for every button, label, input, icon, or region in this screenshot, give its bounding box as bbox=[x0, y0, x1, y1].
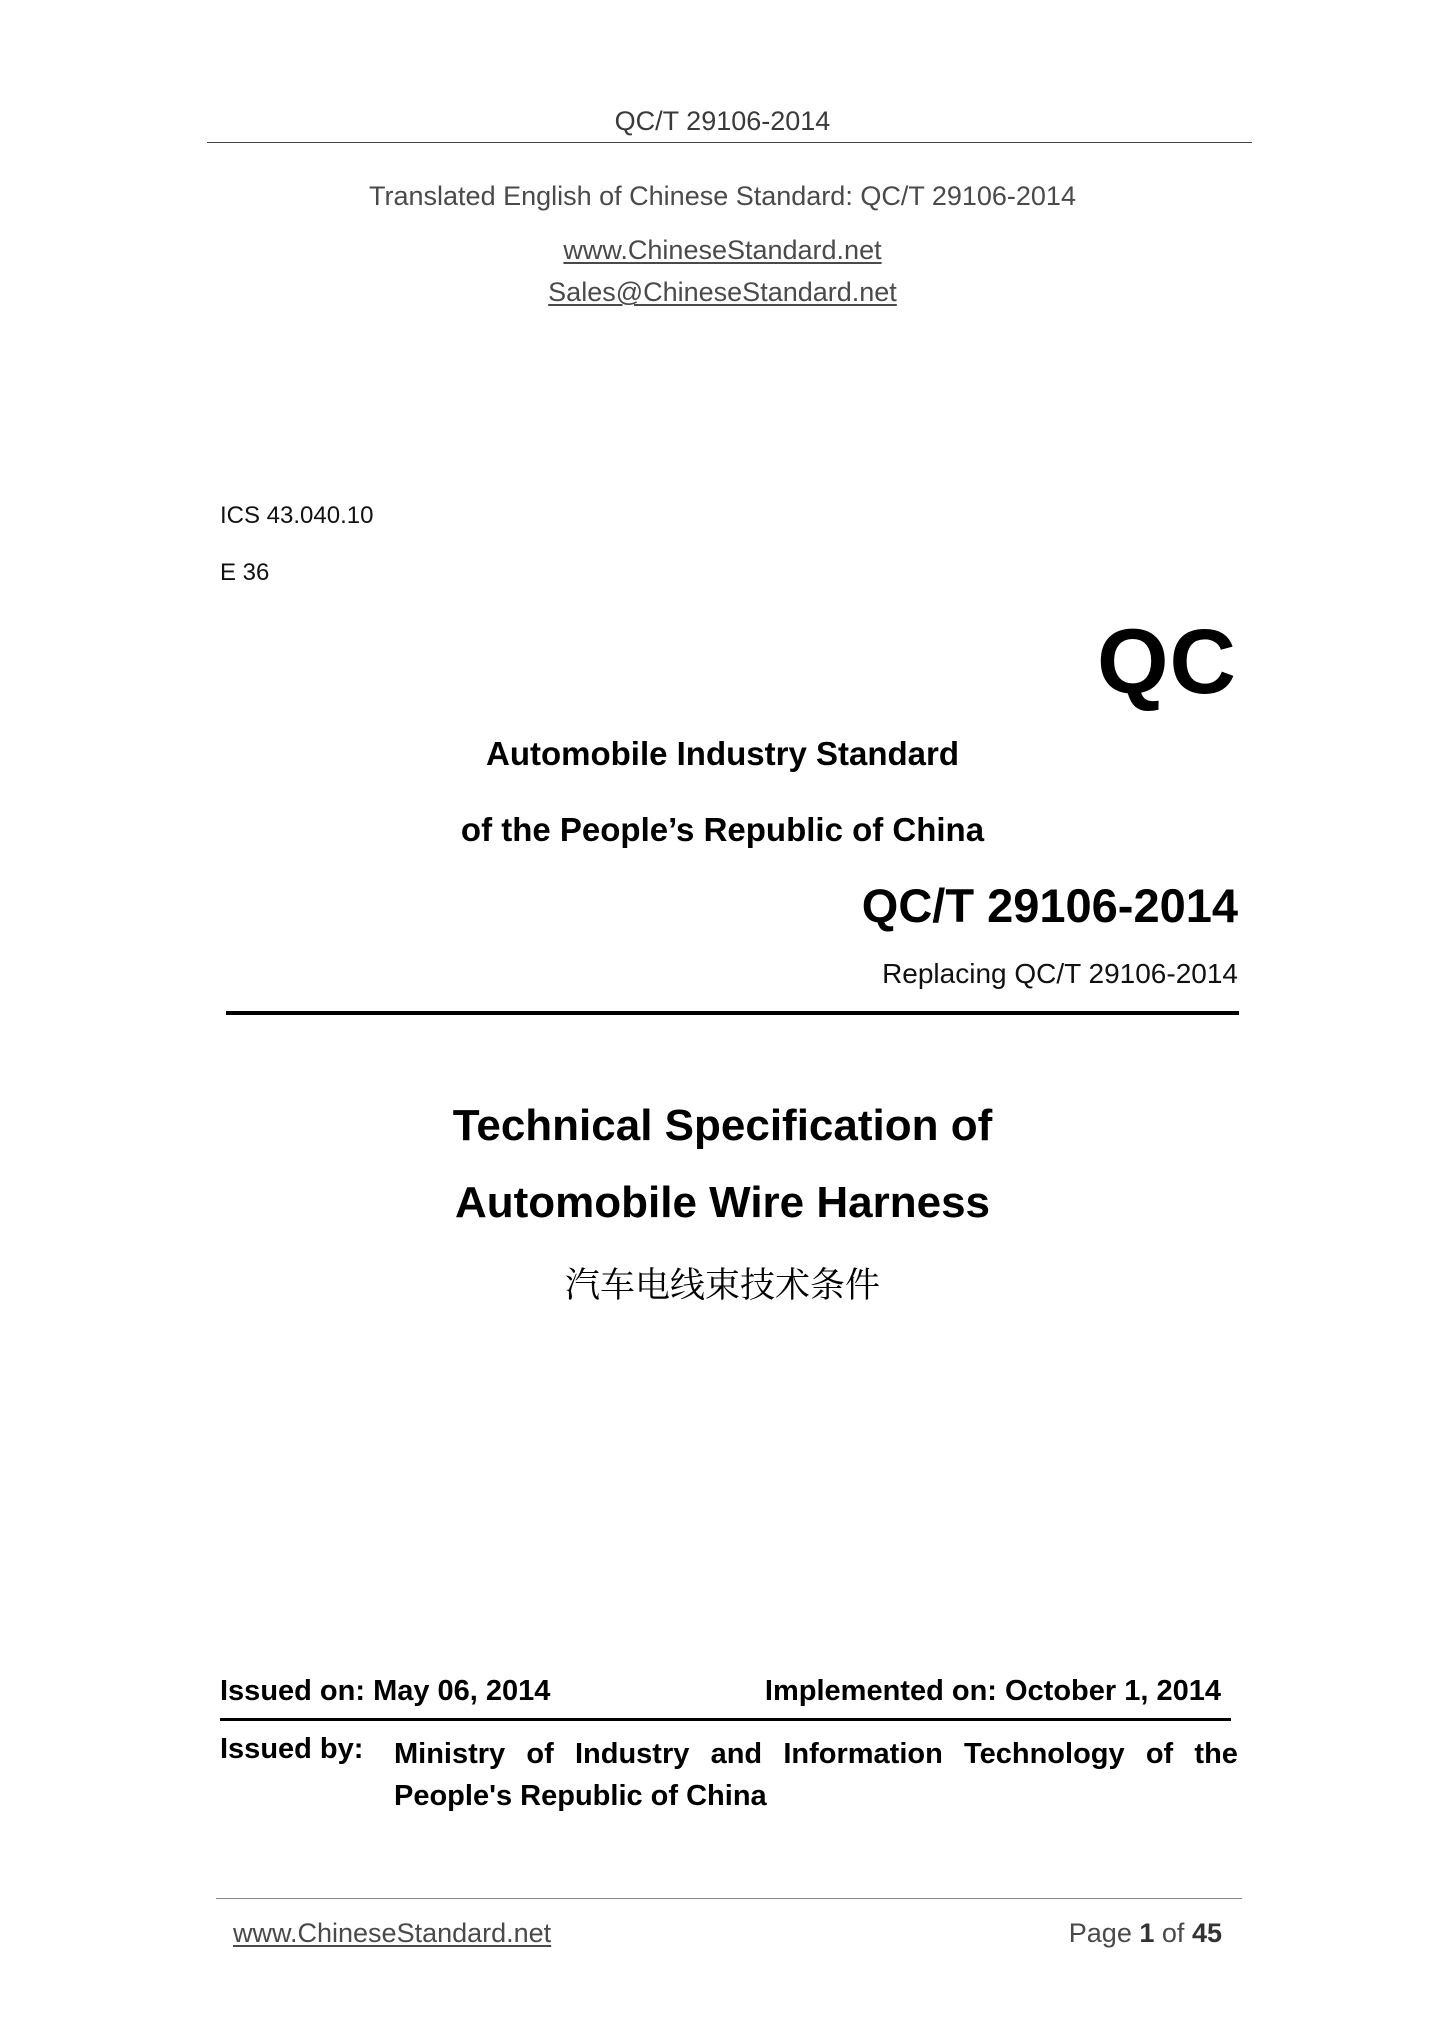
standard-type-line-1: Automobile Industry Standard bbox=[485, 735, 960, 772]
page-of: of bbox=[1161, 1918, 1185, 1948]
footer-divider bbox=[216, 1898, 1242, 1899]
issuer-name bbox=[394, 1733, 1238, 1817]
footer-website-link[interactable]: www.ChineseStandard.net bbox=[233, 1918, 552, 1948]
issuer-word: Information bbox=[783, 1738, 943, 1770]
issuer-name-line-1 bbox=[394, 1733, 1238, 1775]
header-standard-code: QC/T 29106-2014 bbox=[614, 106, 831, 136]
translation-notice: Translated English of Chinese Standard: QC/T 29106-2014 bbox=[369, 181, 1076, 211]
standard-mark: QC bbox=[1097, 611, 1237, 713]
issuer-word: Industry bbox=[574, 1738, 690, 1770]
ccs-code: E 36 bbox=[220, 559, 270, 586]
document-title-line-2: Automobile Wire Harness bbox=[454, 1178, 991, 1227]
page-prefix: Page bbox=[1068, 1918, 1132, 1948]
header-divider bbox=[207, 142, 1252, 143]
page-indicator bbox=[1069, 1918, 1222, 1949]
ics-code: ICS 43.040.10 bbox=[220, 502, 374, 529]
email-link-wrapper bbox=[0, 277, 1445, 308]
issuer-name-line-2: People's Republic of China bbox=[394, 1780, 767, 1812]
document-title-line-1: Technical Specification of bbox=[452, 1101, 993, 1150]
website-link-wrapper bbox=[0, 235, 1445, 266]
page-current: 1 bbox=[1139, 1918, 1155, 1948]
issuer-word: of bbox=[526, 1738, 554, 1770]
issued-on-date: Issued on: May 06, 2014 bbox=[220, 1675, 551, 1707]
issuer-word: the bbox=[1194, 1738, 1238, 1770]
website-link[interactable]: www.ChineseStandard.net bbox=[563, 235, 882, 265]
standard-type-line-2: of the People’s Republic of China bbox=[460, 811, 985, 848]
page-total: 45 bbox=[1191, 1918, 1222, 1948]
issuer-word: Ministry bbox=[394, 1738, 506, 1770]
issuer-word: Technology bbox=[964, 1738, 1125, 1770]
issuer-word: and bbox=[710, 1738, 763, 1770]
title-divider bbox=[226, 1011, 1239, 1015]
replacing-note: Replacing QC/T 29106-2014 bbox=[882, 958, 1238, 989]
implemented-on-date: Implemented on: October 1, 2014 bbox=[764, 1675, 1221, 1707]
dates-divider bbox=[220, 1718, 1231, 1721]
issued-by-label: Issued by: bbox=[220, 1733, 364, 1765]
document-title-chinese: 汽车电线束技术条件 bbox=[564, 1266, 880, 1306]
standard-number: QC/T 29106-2014 bbox=[861, 879, 1238, 932]
sales-email-link[interactable]: Sales@ChineseStandard.net bbox=[548, 277, 897, 307]
issuer-word: of bbox=[1145, 1738, 1174, 1770]
